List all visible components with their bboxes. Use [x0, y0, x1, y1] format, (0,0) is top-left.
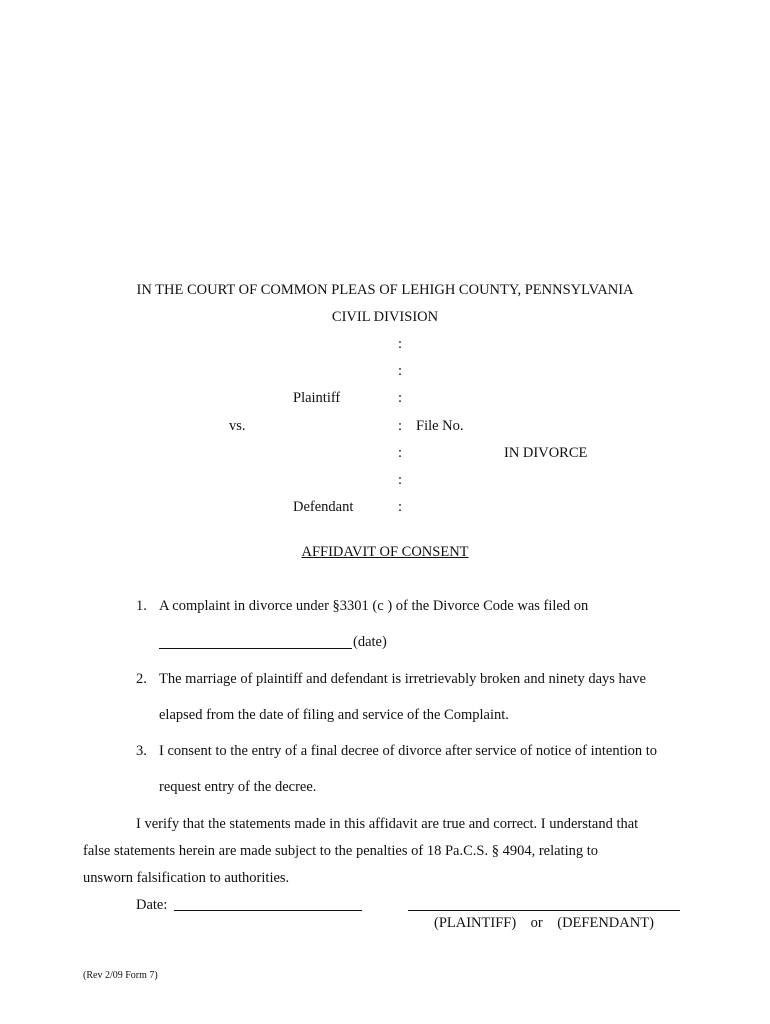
item-text: The marriage of plaintiff and defendant is irretrievably broken and ninety days have — [159, 671, 646, 687]
caption-colon: : — [398, 472, 403, 488]
in-divorce-label: IN DIVORCE — [504, 445, 588, 461]
caption-colon: : — [398, 390, 403, 406]
item-text: request entry of the decree. — [159, 779, 317, 795]
item-text: A complaint in divorce under §3301 (c ) of the Divorce Code was filed on — [159, 598, 589, 614]
document-title: AFFIDAVIT OF CONSENT — [301, 544, 469, 560]
form-id: (Rev 2/09 Form 7) — [83, 970, 158, 981]
verification-text: unsworn falsification to authorities. — [83, 870, 290, 886]
item-number: 2. — [136, 671, 147, 687]
item-text: I consent to the entry of a final decree of divorce after service of notice of intention to — [159, 743, 658, 759]
verification-text: false statements herein are made subject to the penalties of 18 Pa.C.S. § 4904, relating to — [83, 843, 599, 859]
court-heading: IN THE COURT OF COMMON PLEAS OF LEHIGH COUNTY, PENNSYLVANIA — [136, 282, 634, 298]
division-heading: CIVIL DIVISION — [331, 309, 439, 325]
date-blank-line[interactable] — [159, 648, 352, 649]
caption-colon: : — [398, 336, 403, 352]
date-label: (date) — [353, 634, 387, 650]
party-label: (PLAINTIFF) or (DEFENDANT) — [434, 915, 654, 931]
item-text: elapsed from the date of filing and service of the Complaint. — [159, 707, 509, 723]
caption-colon: : — [398, 445, 403, 461]
date-signature-line[interactable] — [174, 910, 362, 911]
caption-colon: : — [398, 363, 403, 379]
caption-colon: : — [398, 499, 403, 515]
file-no-label: File No. — [416, 418, 464, 434]
item-number: 1. — [136, 598, 147, 614]
verification-text: I verify that the statements made in this affidavit are true and correct. I understand that — [136, 816, 639, 832]
item-number: 3. — [136, 743, 147, 759]
plaintiff-label: Plaintiff — [293, 390, 341, 406]
vs-label: vs. — [229, 418, 246, 434]
caption-colon: : — [398, 418, 403, 434]
party-signature-line[interactable] — [408, 910, 680, 911]
date-field-label: Date: — [136, 897, 168, 913]
defendant-label: Defendant — [293, 499, 354, 515]
